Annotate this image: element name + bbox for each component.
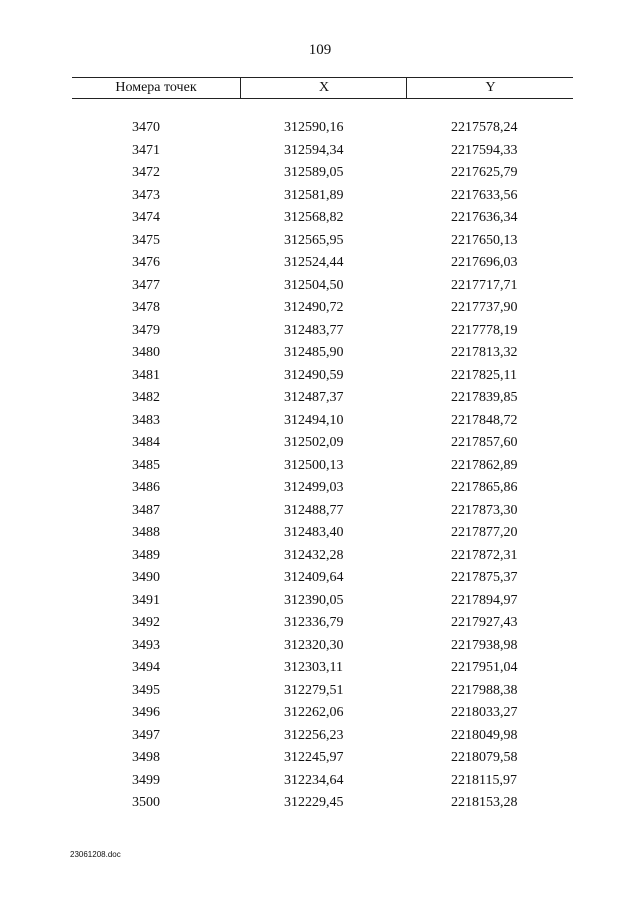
point-number-cell: 3493 xyxy=(132,637,160,653)
x-coordinate-cell: 312262,06 xyxy=(284,705,344,720)
point-number-cell: 3486 xyxy=(132,480,160,495)
point-number-cell: 3470 xyxy=(132,120,160,135)
y-coordinate-cell: 2217988,38 xyxy=(451,682,518,698)
x-coordinate-cell: 312279,51 xyxy=(284,682,344,698)
table-row xyxy=(72,455,573,478)
point-number-cell: 3499 xyxy=(132,772,160,788)
point-number-cell: 3471 xyxy=(132,142,160,158)
coordinates-table xyxy=(72,77,573,810)
y-coordinate-cell: 2217625,79 xyxy=(451,165,518,180)
x-coordinate-cell: 312432,28 xyxy=(284,547,344,563)
point-number-cell: 3473 xyxy=(132,187,160,203)
point-number-cell: 3491 xyxy=(132,592,160,608)
point-number-cell: 3484 xyxy=(132,435,160,450)
table-row xyxy=(72,320,573,343)
y-coordinate-cell: 2218079,58 xyxy=(451,750,518,765)
footer-filename: 23061208.doc xyxy=(70,850,121,859)
x-coordinate-cell: 312500,13 xyxy=(284,457,344,473)
x-coordinate-cell: 312409,64 xyxy=(284,570,344,585)
x-coordinate-cell: 312483,77 xyxy=(284,322,344,338)
x-coordinate-cell: 312336,79 xyxy=(284,615,344,630)
y-coordinate-cell: 2217872,31 xyxy=(451,547,518,563)
point-number-cell: 3490 xyxy=(132,570,160,585)
y-coordinate-cell: 2217877,20 xyxy=(451,525,518,540)
y-coordinate-cell: 2217778,19 xyxy=(451,322,518,338)
y-coordinate-cell: 2217633,56 xyxy=(451,187,518,203)
table-header xyxy=(72,77,573,99)
point-number-cell: 3488 xyxy=(132,525,160,540)
y-coordinate-cell: 2217578,24 xyxy=(451,120,518,135)
table-row xyxy=(72,365,573,388)
table-row xyxy=(72,477,573,500)
table-row xyxy=(72,342,573,365)
x-coordinate-cell: 312256,23 xyxy=(284,727,344,743)
point-number-cell: 3472 xyxy=(132,165,160,180)
table-row xyxy=(72,702,573,725)
point-number-cell: 3498 xyxy=(132,750,160,765)
x-coordinate-cell: 312494,10 xyxy=(284,412,344,428)
x-coordinate-cell: 312490,59 xyxy=(284,367,344,383)
point-number-cell: 3477 xyxy=(132,277,160,293)
table-row xyxy=(72,770,573,793)
table-row xyxy=(72,230,573,253)
table-row xyxy=(72,590,573,613)
x-coordinate-cell: 312565,95 xyxy=(284,232,344,248)
point-number-cell: 3481 xyxy=(132,367,160,383)
x-coordinate-cell: 312390,05 xyxy=(284,592,344,608)
header-x: X xyxy=(240,78,407,98)
point-number-cell: 3492 xyxy=(132,615,160,630)
table-row xyxy=(72,432,573,455)
table-row xyxy=(72,567,573,590)
y-coordinate-cell: 2218033,27 xyxy=(451,705,518,720)
x-coordinate-cell: 312485,90 xyxy=(284,345,344,360)
table-row xyxy=(72,275,573,298)
point-number-cell: 3485 xyxy=(132,457,160,473)
x-coordinate-cell: 312581,89 xyxy=(284,187,344,203)
point-number-cell: 3487 xyxy=(132,502,160,518)
y-coordinate-cell: 2217862,89 xyxy=(451,457,518,473)
table-row xyxy=(72,680,573,703)
y-coordinate-cell: 2217857,60 xyxy=(451,435,518,450)
table-row xyxy=(72,725,573,748)
y-coordinate-cell: 2217873,30 xyxy=(451,502,518,518)
point-number-cell: 3497 xyxy=(132,727,160,743)
x-coordinate-cell: 312483,40 xyxy=(284,525,344,540)
x-coordinate-cell: 312320,30 xyxy=(284,637,344,653)
point-number-cell: 3479 xyxy=(132,322,160,338)
page-number: 109 xyxy=(308,42,332,58)
y-coordinate-cell: 2217650,13 xyxy=(451,232,518,248)
y-coordinate-cell: 2217951,04 xyxy=(451,660,518,675)
table-row xyxy=(72,387,573,410)
x-coordinate-cell: 312568,82 xyxy=(284,210,344,225)
point-number-cell: 3482 xyxy=(132,390,160,405)
x-coordinate-cell: 312229,45 xyxy=(284,795,344,810)
y-coordinate-cell: 2217865,86 xyxy=(451,480,518,495)
y-coordinate-cell: 2218115,97 xyxy=(451,772,517,788)
point-number-cell: 3480 xyxy=(132,345,160,360)
y-coordinate-cell: 2217813,32 xyxy=(451,345,518,360)
table-row xyxy=(72,635,573,658)
x-coordinate-cell: 312499,03 xyxy=(284,480,344,495)
x-coordinate-cell: 312524,44 xyxy=(284,255,344,270)
x-coordinate-cell: 312303,11 xyxy=(284,660,343,675)
x-coordinate-cell: 312234,64 xyxy=(284,772,344,788)
header-point-numbers: Номера точек xyxy=(115,80,197,95)
table-row xyxy=(72,747,573,770)
y-coordinate-cell: 2217839,85 xyxy=(451,390,518,405)
table-row xyxy=(72,522,573,545)
y-coordinate-cell: 2218049,98 xyxy=(451,727,518,743)
header-y: Y xyxy=(406,78,574,98)
x-coordinate-cell: 312487,37 xyxy=(284,390,344,405)
point-number-cell: 3476 xyxy=(132,255,160,270)
point-number-cell: 3474 xyxy=(132,210,160,225)
point-number-cell: 3478 xyxy=(132,300,160,315)
y-coordinate-cell: 2217636,34 xyxy=(451,210,518,225)
table-row xyxy=(72,545,573,568)
table-row xyxy=(72,500,573,523)
table-row xyxy=(72,410,573,433)
table-row xyxy=(72,140,573,163)
point-number-cell: 3495 xyxy=(132,682,160,698)
y-coordinate-cell: 2217825,11 xyxy=(451,367,517,383)
point-number-cell: 3475 xyxy=(132,232,160,248)
table-row xyxy=(72,792,573,815)
table-row xyxy=(72,117,573,140)
table-row xyxy=(72,207,573,230)
x-coordinate-cell: 312594,34 xyxy=(284,142,344,158)
table-row xyxy=(72,612,573,635)
table-row xyxy=(72,185,573,208)
x-coordinate-cell: 312490,72 xyxy=(284,300,344,315)
table-row xyxy=(72,297,573,320)
x-coordinate-cell: 312504,50 xyxy=(284,277,344,293)
x-coordinate-cell: 312502,09 xyxy=(284,435,344,450)
table-row xyxy=(72,657,573,680)
point-number-cell: 3496 xyxy=(132,705,160,720)
point-number-cell: 3489 xyxy=(132,547,160,563)
y-coordinate-cell: 2217938,98 xyxy=(451,637,518,653)
x-coordinate-cell: 312488,77 xyxy=(284,502,344,518)
y-coordinate-cell: 2217717,71 xyxy=(451,277,518,293)
x-coordinate-cell: 312590,16 xyxy=(284,120,344,135)
y-coordinate-cell: 2217696,03 xyxy=(451,255,518,270)
table-row xyxy=(72,162,573,185)
y-coordinate-cell: 2217848,72 xyxy=(451,412,518,428)
y-coordinate-cell: 2217875,37 xyxy=(451,570,518,585)
point-number-cell: 3494 xyxy=(132,660,160,675)
x-coordinate-cell: 312589,05 xyxy=(284,165,344,180)
y-coordinate-cell: 2217927,43 xyxy=(451,615,518,630)
table-body xyxy=(72,117,573,815)
point-number-cell: 3500 xyxy=(132,795,160,810)
x-coordinate-cell: 312245,97 xyxy=(284,750,344,765)
y-coordinate-cell: 2217737,90 xyxy=(451,300,518,315)
table-row xyxy=(72,252,573,275)
y-coordinate-cell: 2217594,33 xyxy=(451,142,518,158)
point-number-cell: 3483 xyxy=(132,412,160,428)
y-coordinate-cell: 2218153,28 xyxy=(451,795,518,810)
y-coordinate-cell: 2217894,97 xyxy=(451,592,518,608)
